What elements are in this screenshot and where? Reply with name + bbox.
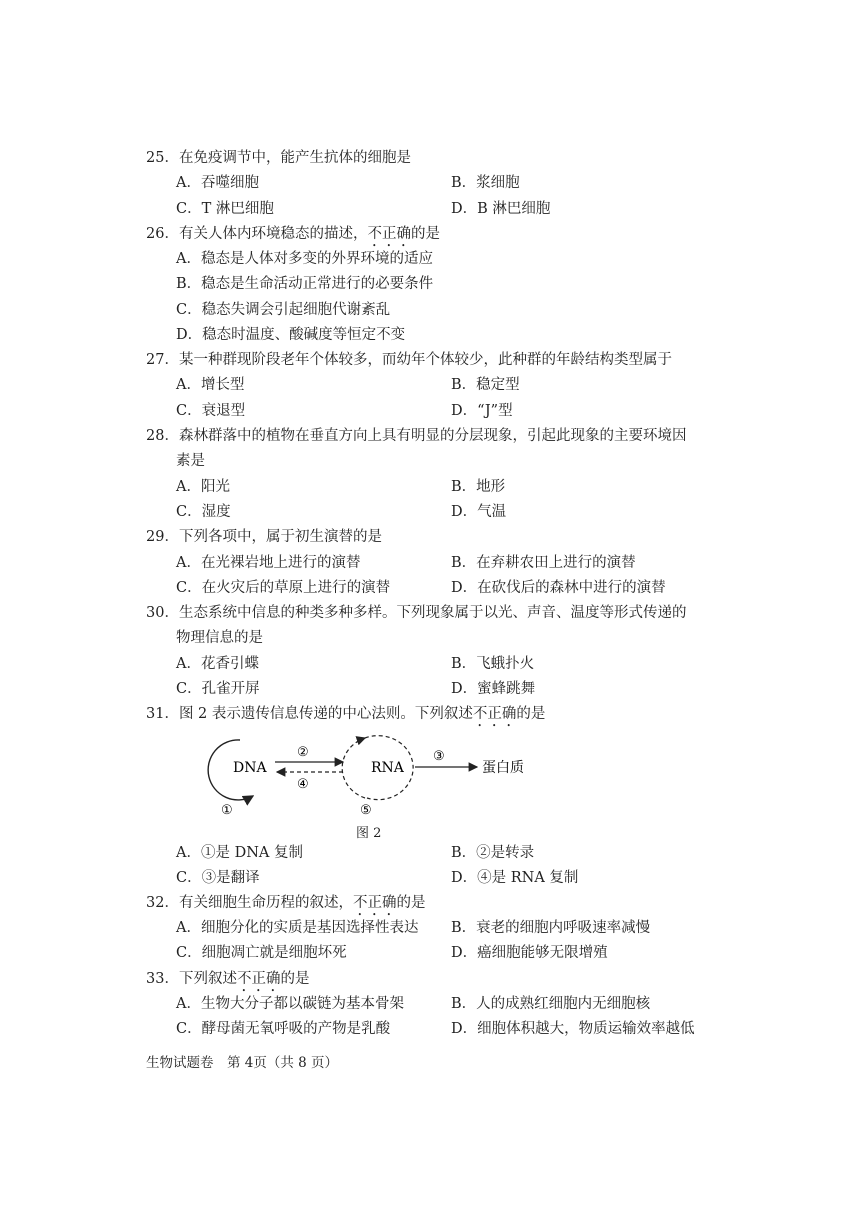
option-c: C．细胞凋亡就是细胞坏死 [176,945,347,961]
emphasis-text: 不正确 [352,895,397,911]
option-a: A．①是 DNA 复制 [176,845,303,861]
option-b: B．在弃耕农田上进行的演替 [451,555,636,571]
page-footer: 生物试题卷 第 4页（共 8 页） [146,1055,339,1071]
option-b: B．②是转录 [451,845,535,861]
option-d: D．B 淋巴细胞 [451,201,551,217]
question-stem: 下列叙述 [178,971,237,987]
question-number: 28． [146,428,179,444]
question-30 [146,603,686,623]
question-number: 33． [146,971,179,987]
option-c: C．孔雀开屏 [176,681,260,697]
question-33 [146,969,309,995]
option-c: C．稳态失调会引起细胞代谢紊乱 [176,302,391,318]
question-stem-end: 的是 [410,226,440,242]
option-d: D．癌细胞能够无限增殖 [451,945,608,961]
question-number: 32． [146,895,179,911]
question-number: 31． [146,706,179,722]
protein-label: 蛋白质 [482,760,524,776]
question-29 [146,527,382,547]
option-d: D．蜜蜂跳舞 [451,681,536,697]
emphasis-text: 不正确 [236,971,281,987]
question-stem-end: 的是 [280,971,310,987]
rna-label: RNA [371,760,404,776]
dna-label: DNA [233,760,267,776]
option-d: D．“J”型 [451,403,513,419]
question-number: 25． [146,150,179,166]
question-stem-end: 的是 [516,706,546,722]
marker-1: ① [221,803,233,818]
option-c: C．衰退型 [176,403,246,419]
option-c: C．酵母菌无氧呼吸的产物是乳酸 [176,1021,391,1037]
option-c: C．T 淋巴细胞 [176,201,274,217]
central-dogma-figure [195,728,540,820]
question-26 [146,224,440,250]
option-a: A．细胞分化的实质是基因选择性表达 [176,920,419,936]
question-28 [146,426,686,446]
option-c: C．湿度 [176,504,231,520]
option-b: B．稳态是生命活动正常进行的必要条件 [176,276,434,292]
question-stem: 有关人体内环境稳态的描述， [178,226,368,242]
question-number: 27． [146,352,179,368]
question-stem: 森林群落中的植物在垂直方向上具有明显的分层现象，引起此现象的主要环境因 [178,428,687,444]
marker-2: ② [297,745,309,760]
option-b: B．稳定型 [451,377,520,393]
question-number: 29． [146,529,179,545]
question-stem: 图 2 表示遗传信息传递的中心法则。下列叙述 [178,706,473,722]
question-stem-line2: 物理信息的是 [176,630,263,646]
option-b: B．人的成熟红细胞内无细胞核 [451,996,651,1012]
question-stem: 下列各项中，属于初生演替的是 [178,529,382,545]
question-stem: 有关细胞生命历程的叙述， [178,895,353,911]
question-stem-line2: 素是 [176,453,205,469]
question-stem: 在免疫调节中，能产生抗体的细胞是 [178,150,411,166]
marker-5: ⑤ [360,803,372,818]
question-32 [146,893,425,919]
question-number: 30． [146,605,179,621]
option-b: B．地形 [451,479,506,495]
option-a: A．阳光 [176,479,230,495]
question-stem-end: 的是 [396,895,426,911]
question-27 [146,350,672,370]
option-a: A．生物大分子都以碳链为基本骨架 [176,996,404,1012]
option-b: B．浆细胞 [451,175,520,191]
marker-4: ④ [297,777,309,792]
question-25 [146,148,411,168]
option-b: B．衰老的细胞内呼吸速率减慢 [451,920,651,936]
figure-caption: 图 2 [356,826,382,841]
option-a: A．稳态是人体对多变的外界环境的适应 [176,251,433,267]
option-d: D．细胞体积越大，物质运输效率越低 [451,1021,695,1037]
option-d: D．在砍伐后的森林中进行的演替 [451,580,666,596]
emphasis-text: 不正确 [367,226,411,242]
option-d: D．④是 RNA 复制 [451,870,579,886]
option-d: D．稳态时温度、酸碱度等恒定不变 [176,327,406,343]
question-number: 26． [146,226,179,242]
question-stem: 某一种群现阶段老年个体较多，而幼年个体较少，此种群的年龄结构类型属于 [178,352,672,368]
question-stem: 生态系统中信息的种类多种多样。下列现象属于以光、声音、温度等形式传递的 [178,605,687,621]
option-b: B．飞蛾扑火 [451,656,535,672]
option-d: D．气温 [451,504,507,520]
option-a: A．增长型 [176,377,245,393]
marker-3: ③ [433,749,445,764]
option-a: A．吞噬细胞 [176,175,259,191]
option-a: A．在光裸岩地上进行的演替 [176,555,361,571]
question-31 [146,704,545,730]
option-c: C．③是翻译 [176,870,260,886]
option-c: C．在火灾后的草原上进行的演替 [176,580,391,596]
option-a: A．花香引蝶 [176,656,259,672]
emphasis-text: 不正确 [472,706,517,722]
